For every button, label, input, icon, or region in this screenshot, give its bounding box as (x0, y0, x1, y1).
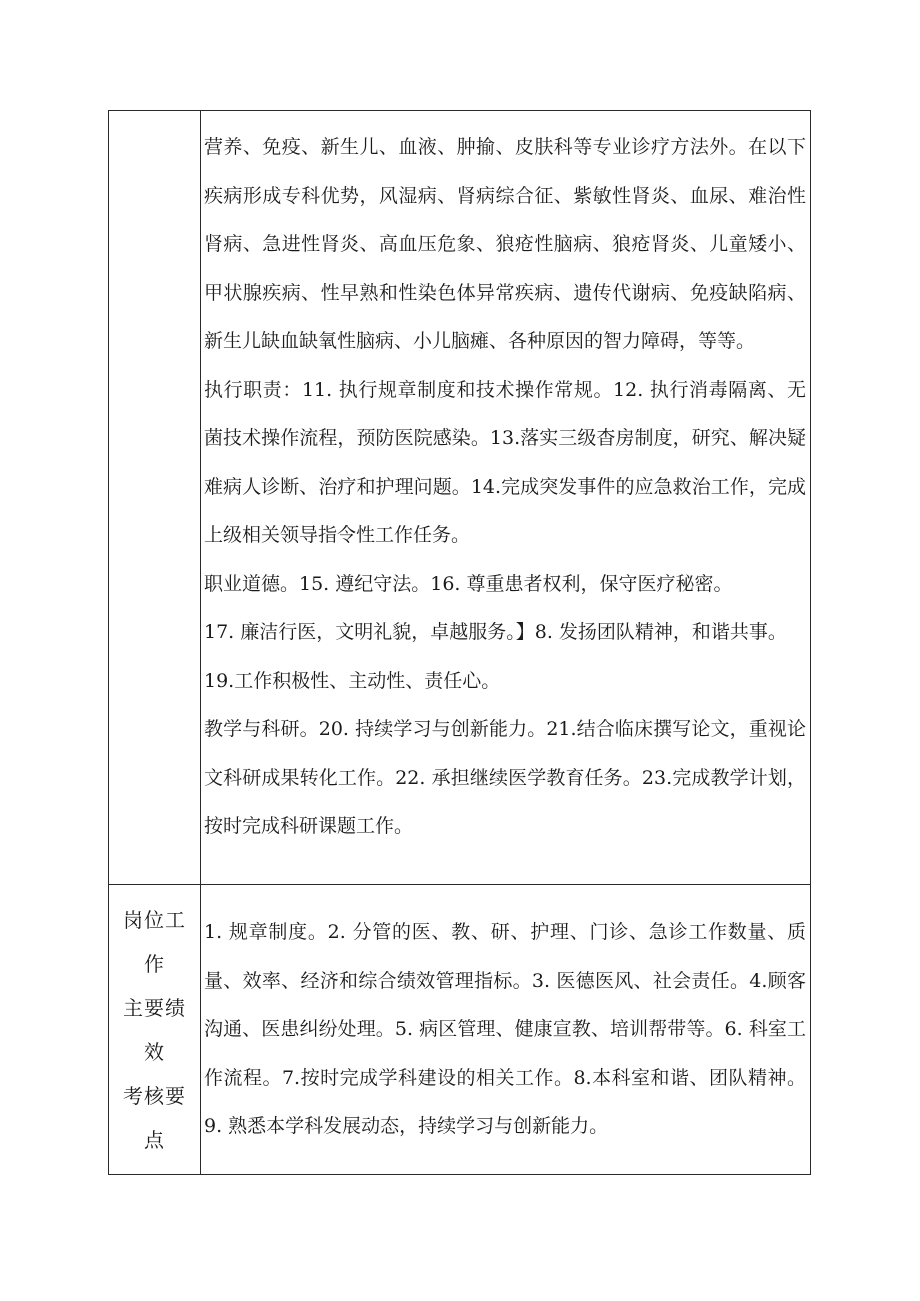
row-label-cell-performance (109, 885, 201, 1175)
label-line: 考核要 (123, 1083, 186, 1108)
paragraph-integrity: 17. 廉洁行医，文明礼貌，卓越服务。】8. 发扬团队精神，和谐共事。 (204, 621, 787, 643)
performance-content-cell (201, 885, 811, 1175)
duties-content-cell (201, 111, 811, 885)
label-line: 点 (144, 1127, 165, 1152)
paragraph-professional-ethics: 职业道德。15. 遵纪守法。16. 尊重患者权利，保守医疗秘密。 (204, 572, 733, 595)
paragraph-execution-duties: 执行职责：11. 执行规章制度和技术操作常规。12. 执行消毒隔离、无菌技术操作流程，预防医院感染。13.落实三级杳房制度，研究、解决疑难病人诊断、治疗和护理问题。14.完成突发事件的应急救治工作，完成上级相关领导指令性工作任务。 (204, 378, 806, 546)
performance-label (109, 898, 200, 1162)
table-row-performance (109, 885, 811, 1175)
duty-table (108, 110, 811, 1175)
paragraph-performance-points: 1. 规章制度。2. 分管的医、教、研、护理、门诊、急诊工作数量、质量、效率、经济和综合绩效管理指标。3. 医德医风、社会责任。4.顾客沟通、医患纠纷处理。5. 病区管理、健康宣教、培训帮带等。6. 科室工作流程。7.按时完成学科建设的相关工作。8.本科室和谐、团队精神。9. 熟悉本学科发展动态，持续学习与创新能力。 (204, 921, 806, 1138)
paragraph-work-attitude: 19.工作积极性、主动性、责任心。 (204, 669, 501, 692)
row-label-cell-empty (109, 111, 201, 885)
label-line: 主要绩效 (123, 995, 186, 1064)
label-line: 岗位工作 (123, 907, 186, 976)
paragraph-specialty-diseases: 营养、免疫、新生儿、血液、肿揄、皮肤科等专业诊疗方法外。在以下疾病形成专科优势，风湿病、肾病综合征、紫敏性肾炎、血尿、难治性肾病、急进性肾炎、高血压危象、狼疮性脑病、狼疮肾炎、儿童矮小、甲状腺疾病、性早熟和性染色体异常疾病、遗传代谢病、免疫缺陷病、新生儿缺血缺氧性脑病、小儿脑瘫、各种原因的智力障碍，等等。 (204, 136, 806, 352)
table-row-duties (109, 111, 811, 885)
paragraph-teaching-research: 教学与科研。20. 持续学习与创新能力。21.结合临床撰写论文，重视论文科研成果转化工作。22. 承担继续医学教育任务。23.完成教学计划，按时完成科研课题工作。 (204, 718, 806, 837)
